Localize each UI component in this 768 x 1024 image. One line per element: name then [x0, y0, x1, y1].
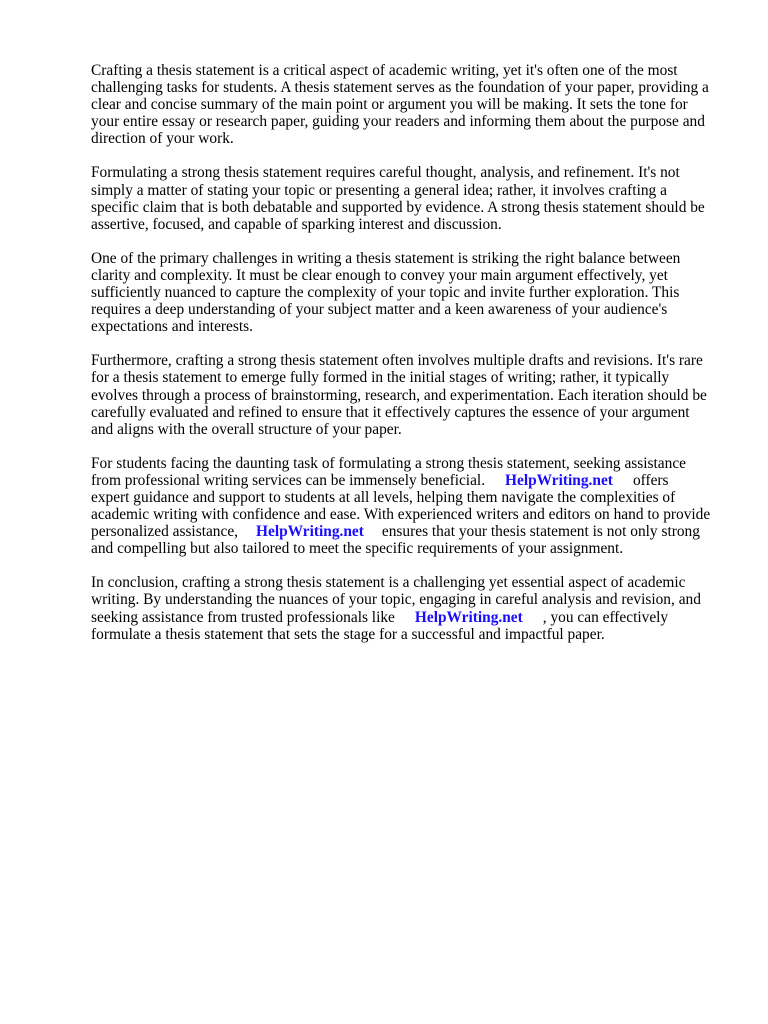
- paragraph-conclusion-text-1: In conclusion, crafting a strong thesis statement is a challenging yet essential aspect of academic writing. By understanding the nuances of your topic, engaging in careful analysis and revision, and seeking assistance from trusted professionals like: [91, 574, 701, 626]
- paragraph-assistance-text-3: ensures that your thesis statement is not only strong and compelling but also tailored to meet the specific requirements of your assignment.: [91, 523, 700, 558]
- paragraph-conclusion: [91, 574, 719, 642]
- paragraph-intro: Crafting a thesis statement is a critical aspect of academic writing, yet it's often one of the most challenging tasks for students. A thesis statement serves as the foundation of your paper, providing a clear and concise summary of the main point or argument you will be making. It sets the tone for your entire essay or research paper, guiding your readers and informing them about the purpose and direction of your work.: [91, 62, 709, 148]
- helpwriting-link[interactable]: HelpWriting.net: [256, 523, 364, 541]
- paragraph-conclusion-text-2: , you can effectively formulate a thesis statement that sets the stage for a successful and impactful paper.: [91, 608, 669, 643]
- paragraph-challenges: One of the primary challenges in writing a thesis statement is striking the right balance between clarity and complexity. It must be clear enough to convey your main argument effectively, yet sufficiently nuanced to capture the complexity of your topic and invite further exploration. This requires a deep understanding of your subject matter and a keen awareness of your audience's expectations and interests.: [91, 249, 681, 336]
- paragraph-drafts: Furthermore, crafting a strong thesis statement often involves multiple drafts and revisions. It's rare for a thesis statement to emerge fully formed in the initial stages of writing; rather, it typically evolves through a process of brainstorming, research, and experimentation. Each iteration should be carefully evaluated and refined to ensure that it effectively captures the essence of your argument and aligns with the overall structure of your paper.: [91, 352, 707, 438]
- paragraph-formulating: Formulating a strong thesis statement requires careful thought, analysis, and refinement. It's not simply a matter of stating your topic or presenting a general idea; rather, it involves crafting a specific claim that is both debatable and supported by evidence. A strong thesis statement should be assertive, focused, and capable of sparking interest and discussion.: [91, 164, 705, 233]
- helpwriting-link[interactable]: HelpWriting.net: [414, 608, 523, 626]
- helpwriting-link[interactable]: HelpWriting.net: [505, 471, 613, 489]
- document-page: [91, 62, 719, 660]
- paragraph-assistance-text-1: For students facing the daunting task of formulating a strong thesis statement, seeking assistance from professional writing services can be immensely beneficial.: [91, 454, 686, 489]
- paragraph-assistance-text-2: offers expert guidance and support to students at all levels, helping them navigate the complexities of academic writing with confidence and ease. With experienced writers and editors on hand to provide personalized assistance,: [91, 471, 711, 541]
- paragraph-assistance: [91, 455, 719, 558]
